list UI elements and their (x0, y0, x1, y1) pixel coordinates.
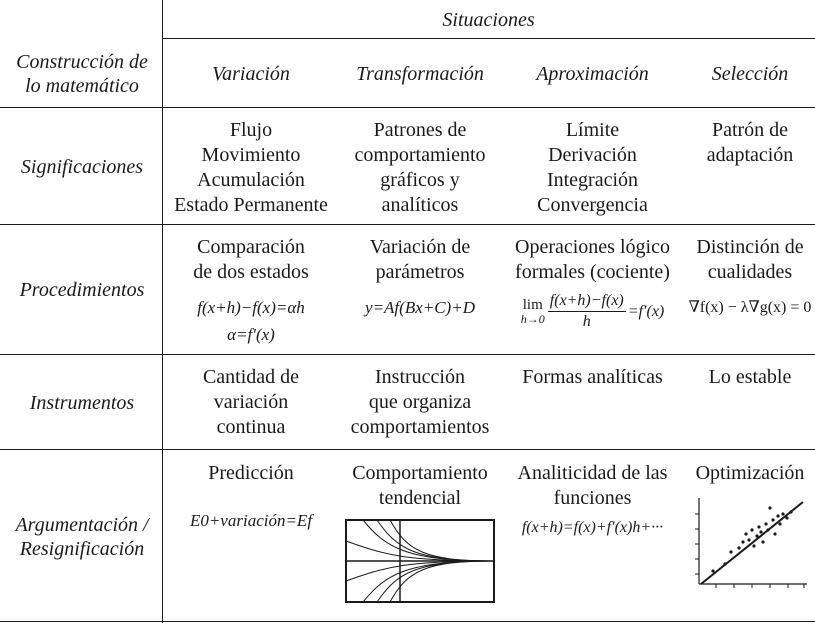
cell-instrumentos-transformacion (340, 355, 500, 451)
cell-line: continua (216, 416, 286, 438)
cell-line: Predicción (208, 462, 294, 484)
row-header-instrumentos-text: Instrumentos (29, 392, 135, 414)
row-divider (0, 107, 815, 108)
cell-significaciones-aproximacion (500, 108, 685, 225)
column-header-aproximacion (500, 40, 685, 108)
tendency-graph-illustration (345, 519, 495, 603)
cell-line: comportamiento (354, 144, 486, 166)
cell-argumentacion-variacion (162, 451, 340, 623)
cell-line: funciones (553, 487, 632, 509)
column-header-seleccion-text: Selección (711, 62, 789, 85)
cell-line: Flujo (229, 119, 273, 141)
cell-procedimientos-aproximacion (500, 225, 685, 355)
construccion-header (0, 40, 162, 108)
cell-significaciones-seleccion (685, 108, 815, 225)
header-divider (162, 38, 815, 39)
column-header-variacion-text: Variación (212, 62, 290, 85)
cell-line: Instrucción (375, 366, 465, 388)
column-header-transformacion (340, 40, 500, 108)
row-divider (0, 449, 815, 450)
formula-lagrange: ∇f(x) − λ∇g(x) = 0 (688, 299, 812, 316)
cell-line: Variación de (369, 236, 471, 258)
limit-word: lim (522, 297, 543, 313)
column-header-transformacion-text: Transformación (356, 62, 484, 85)
row-header-argumentacion-line1: Argumentación / (15, 514, 149, 536)
row-header-procedimientos (0, 225, 162, 355)
cell-argumentacion-aproximacion (500, 451, 685, 623)
column-header-aproximacion-text: Aproximación (536, 62, 649, 85)
cell-line: Acumulación (197, 169, 305, 191)
cell-line: cualidades (707, 261, 793, 283)
cell-line: que organiza (368, 391, 472, 413)
limit-subscript: h→0 (520, 312, 545, 326)
cell-line: Formas analíticas (522, 366, 663, 388)
cell-line: gráficos y (380, 169, 460, 191)
cell-line: analíticos (381, 194, 459, 216)
fraction-numerator: f(x+h)−f(x) (548, 291, 626, 312)
row-header-significaciones-text: Significaciones (20, 155, 144, 178)
column-header-variacion (162, 40, 340, 108)
cell-line: tendencial (378, 487, 462, 509)
vertical-divider (162, 0, 163, 623)
cell-line: Estado Permanente (174, 194, 328, 216)
corner-empty-cell (0, 0, 162, 40)
formula-alpha: α=f′(x) (227, 325, 275, 344)
situaciones-header (162, 0, 815, 40)
column-header-seleccion (685, 40, 815, 108)
cell-line: comportamientos (350, 416, 490, 438)
row-header-significaciones (0, 108, 162, 225)
cell-line: variación (213, 391, 289, 413)
cell-line: Convergencia (537, 194, 648, 216)
cell-procedimientos-transformacion (340, 225, 500, 355)
cell-instrumentos-aproximacion (500, 355, 685, 451)
cell-line: Comportamiento (352, 462, 488, 484)
row-header-instrumentos (0, 355, 162, 451)
cell-line: Límite (565, 119, 620, 141)
cell-procedimientos-seleccion (685, 225, 815, 355)
cell-line: parámetros (375, 261, 465, 283)
cell-line: Lo estable (708, 366, 792, 388)
cell-argumentacion-transformacion (340, 451, 500, 623)
cell-line: Distinción de (696, 236, 804, 258)
row-header-argumentacion (0, 451, 162, 623)
cell-line: Derivación (548, 144, 637, 166)
cell-argumentacion-seleccion (685, 451, 815, 623)
cell-line: de dos estados (193, 261, 309, 283)
row-header-procedimientos-text: Procedimientos (19, 279, 145, 301)
cell-instrumentos-seleccion (685, 355, 815, 451)
cell-significaciones-variacion (162, 108, 340, 225)
limit-fraction (548, 291, 626, 332)
cell-line: adaptación (706, 144, 794, 166)
formula-parametric: y=Af(Bx+C)+D (365, 298, 475, 317)
row-divider (0, 354, 815, 355)
bottom-divider (0, 621, 815, 622)
cell-line: formales (cociente) (515, 261, 670, 283)
limit-result: =f′(x) (627, 303, 665, 320)
cell-procedimientos-variacion (162, 225, 340, 355)
row-header-argumentacion-line2: Resignificación (19, 538, 145, 560)
cell-line: Operaciones lógico (515, 236, 670, 258)
cell-line: Cantidad de (202, 366, 300, 388)
formula-limit (521, 291, 665, 332)
limit-operator (521, 298, 545, 325)
situaciones-header-text: Situaciones (442, 8, 535, 31)
cell-significaciones-transformacion (340, 108, 500, 225)
formula-taylor: f(x+h)=f(x)+f′(x)h+··· (521, 519, 664, 536)
fraction-denominator: h (582, 313, 591, 330)
cell-line: Analiticidad de las (517, 462, 668, 484)
scatter-regression-illustration (691, 494, 809, 592)
formula-difference: f(x+h)−f(x)=αh (197, 298, 305, 317)
cell-instrumentos-variacion (162, 355, 340, 451)
cell-line: Integración (546, 169, 639, 191)
formula-prediction: E0+variación=Ef (189, 511, 313, 530)
cell-line: Comparación (197, 236, 305, 258)
cell-line: Patrones de (373, 119, 467, 141)
row-divider (0, 224, 815, 225)
construccion-header-text: Construcción de lo matemático (16, 51, 148, 97)
cell-line: Optimización (695, 462, 805, 484)
cell-line: Patrón de (711, 119, 789, 141)
cell-line: Movimiento (201, 144, 301, 166)
